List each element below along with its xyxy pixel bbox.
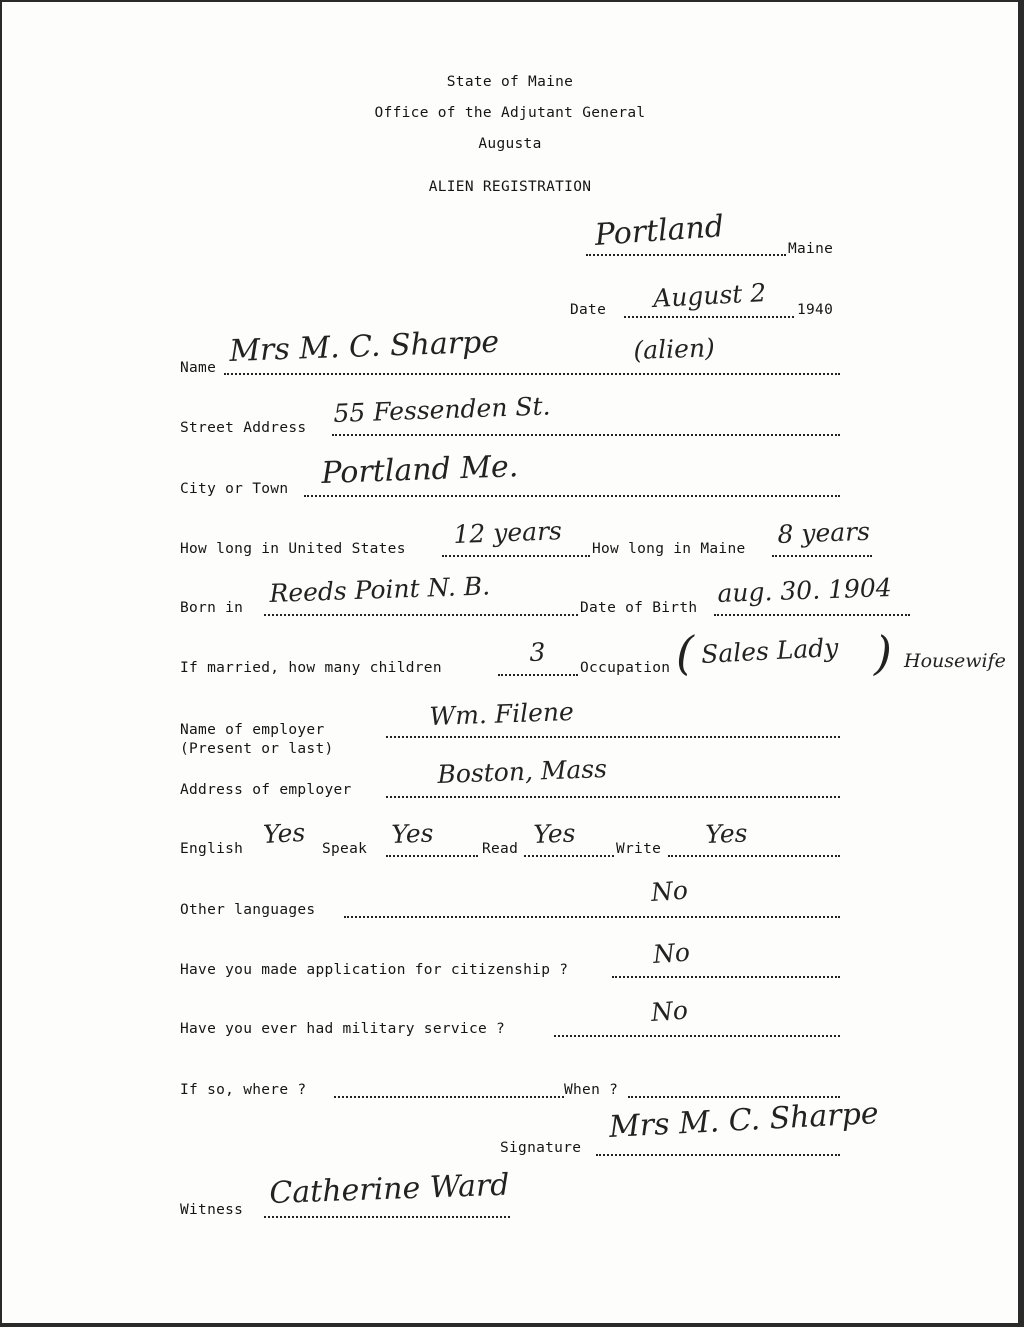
english-label: English bbox=[180, 841, 244, 857]
state-heading: State of Maine bbox=[446, 74, 574, 90]
date-handwriting: August 2 bbox=[652, 278, 767, 313]
speak-handwriting: Yes bbox=[390, 818, 434, 849]
city-handwriting: Portland Me. bbox=[320, 449, 519, 491]
city-dotted-line bbox=[304, 495, 840, 497]
born-in-label: Born in bbox=[180, 600, 244, 616]
speak-label: Speak bbox=[322, 841, 368, 857]
read-label: Read bbox=[482, 841, 519, 857]
where-dotted-line bbox=[334, 1096, 564, 1098]
citizenship-label: Have you made application for citizenship ? bbox=[180, 962, 569, 978]
children-dotted-line bbox=[498, 674, 578, 676]
when-label: When ? bbox=[564, 1082, 619, 1098]
how-long-maine-handwriting: 8 years bbox=[776, 516, 871, 549]
dob-dotted-line bbox=[714, 614, 910, 616]
occupation-handwriting: Sales Lady bbox=[700, 632, 840, 669]
other-languages-dotted-line bbox=[344, 916, 840, 918]
street-handwriting: 55 Fessenden St. bbox=[332, 391, 551, 428]
witness-handwriting: Catherine Ward bbox=[268, 1167, 511, 1211]
city-label: City or Town bbox=[180, 481, 289, 497]
military-handwriting: No bbox=[649, 995, 689, 1027]
english-handwriting: Yes bbox=[262, 817, 306, 849]
citizenship-dotted-line bbox=[612, 976, 840, 978]
signature-handwriting: Mrs M. C. Sharpe bbox=[608, 1095, 880, 1145]
document-page bbox=[2, 2, 1018, 1323]
write-label: Write bbox=[616, 841, 662, 857]
read-dotted-line bbox=[524, 855, 614, 857]
signature-label: Signature bbox=[500, 1140, 582, 1156]
employer-address-dotted-line bbox=[386, 796, 840, 798]
street-dotted-line bbox=[332, 434, 840, 436]
place-dotted-line bbox=[586, 254, 786, 256]
witness-label: Witness bbox=[180, 1202, 244, 1218]
employer-address-label: Address of employer bbox=[180, 782, 352, 798]
date-label: Date bbox=[570, 302, 607, 318]
how-long-us-dotted-line bbox=[442, 555, 590, 557]
place-handwriting: Portland bbox=[593, 209, 726, 253]
name-handwriting: Mrs M. C. Sharpe bbox=[228, 324, 500, 369]
employer-handwriting: Wm. Filene bbox=[428, 696, 575, 731]
street-label: Street Address bbox=[180, 420, 307, 436]
name-alien-note: (alien) bbox=[632, 333, 716, 365]
children-handwriting: 3 bbox=[528, 637, 546, 667]
write-handwriting: Yes bbox=[704, 818, 748, 849]
employer-sublabel: (Present or last) bbox=[180, 741, 334, 757]
dob-label: Date of Birth bbox=[580, 600, 698, 616]
signature-dotted-line bbox=[596, 1154, 840, 1156]
how-long-us-label: How long in United States bbox=[180, 541, 406, 557]
occupation-extra-handwriting: Housewife bbox=[904, 650, 1006, 672]
how-long-maine-dotted-line bbox=[772, 555, 872, 557]
how-long-us-handwriting: 12 years bbox=[452, 516, 563, 549]
city-heading: Augusta bbox=[478, 136, 542, 152]
other-languages-handwriting: No bbox=[649, 875, 689, 907]
how-long-maine-label: How long in Maine bbox=[592, 541, 746, 557]
dob-handwriting: aug. 30. 1904 bbox=[716, 572, 893, 608]
witness-dotted-line bbox=[264, 1216, 510, 1218]
where-label: If so, where ? bbox=[180, 1082, 307, 1098]
born-in-handwriting: Reeds Point N. B. bbox=[268, 571, 491, 608]
employer-dotted-line bbox=[386, 736, 840, 738]
read-handwriting: Yes bbox=[532, 818, 576, 849]
name-dotted-line bbox=[224, 373, 840, 375]
military-dotted-line bbox=[554, 1035, 840, 1037]
other-languages-label: Other languages bbox=[180, 902, 316, 918]
employer-label: Name of employer bbox=[180, 722, 325, 738]
born-in-dotted-line bbox=[264, 614, 578, 616]
date-year: 1940 bbox=[797, 302, 834, 318]
place-suffix: Maine bbox=[788, 241, 834, 257]
write-dotted-line bbox=[668, 855, 840, 857]
employer-address-handwriting: Boston, Mass bbox=[436, 754, 608, 789]
date-dotted-line bbox=[624, 316, 794, 318]
citizenship-handwriting: No bbox=[651, 937, 691, 969]
occupation-open-paren: ( bbox=[676, 626, 694, 680]
military-label: Have you ever had military service ? bbox=[180, 1021, 506, 1037]
form-title: ALIEN REGISTRATION bbox=[428, 179, 592, 195]
speak-dotted-line bbox=[386, 855, 478, 857]
occupation-label: Occupation bbox=[580, 660, 671, 676]
when-dotted-line bbox=[628, 1096, 840, 1098]
occupation-close-paren: ) bbox=[874, 626, 892, 680]
name-label: Name bbox=[180, 360, 217, 376]
office-heading: Office of the Adjutant General bbox=[374, 105, 646, 121]
children-label: If married, how many children bbox=[180, 660, 442, 676]
